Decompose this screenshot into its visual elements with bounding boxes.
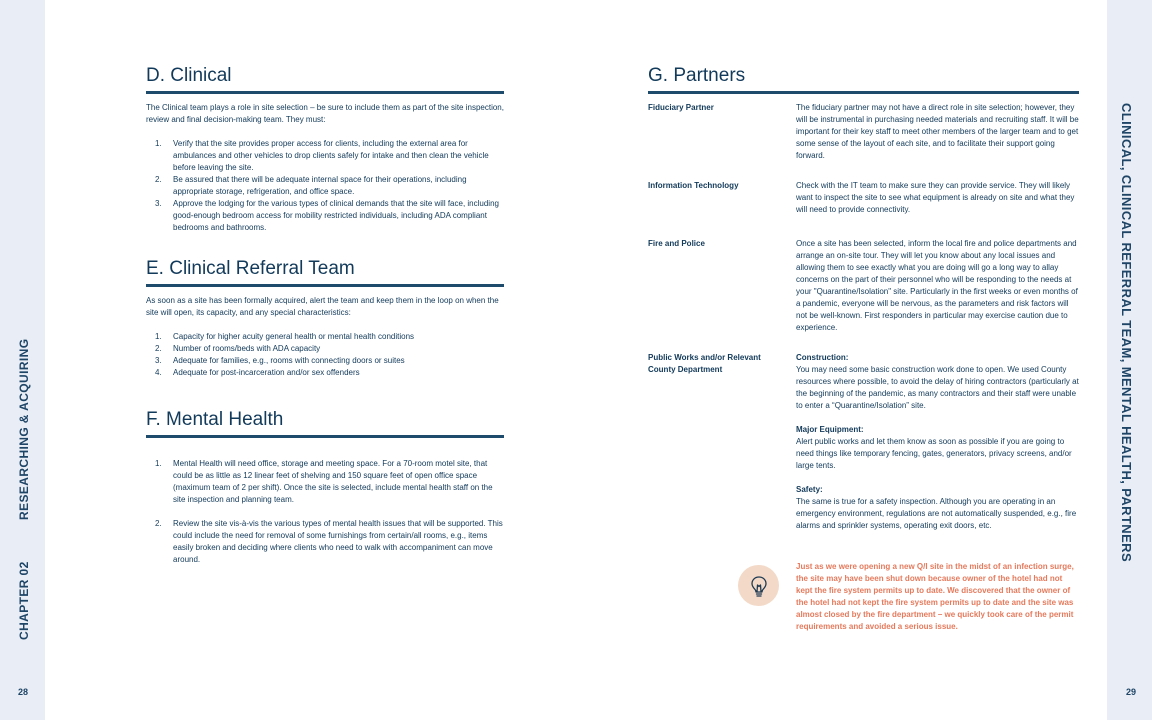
equipment-text: Alert public works and let them know as soon as possible if you are going to need things like temporary fencing, gates, generators, privacy screens, and/or large tents.: [796, 437, 1072, 470]
callout-note: [738, 561, 1079, 633]
chapter-label: CHAPTER 02: [17, 561, 31, 640]
section-heading: F. Mental Health: [146, 409, 504, 438]
partner-text: Once a site has been selected, inform the local fire and police departments and arrange an on-site tour. They will let you know about any local issues and allowing them to see exactly what you are doing will go a long way to allay concerns on the part of their personnel who will be responding to the needs at your "Quarantine/Isolation" site. Particularly in the first weeks or even months of a pandemic, everyone will be nervous, as the parameters and risk factors will not be well-known. First responders in particular may exercise caution due to experience.: [796, 239, 1078, 332]
partner-text: Check with the IT team to make sure they can provide service. They will likely want to inspect the site to see what equipment is already on site and what they will need to provide connectivity.: [796, 181, 1075, 214]
safety-block: [796, 484, 1079, 532]
section-clinical: [146, 65, 504, 234]
referral-list: [146, 331, 504, 379]
equipment-block: [796, 424, 1079, 472]
partner-label: Public Works and/or Relevant County Department: [648, 353, 761, 374]
section-intro: As soon as a site has been formally acquired, alert the team and keep them in the loop on when the site will open, its capacity, and any special characteristics:: [146, 296, 499, 317]
page-number-right: 29: [1126, 687, 1137, 697]
construction-heading: Construction:: [796, 353, 849, 362]
partner-public-works: [648, 352, 1079, 532]
section-partners: [648, 65, 1079, 532]
section-heading: G. Partners: [648, 65, 1079, 94]
list-item: 1. Mental Health will need office, storage and meeting space. For a 70-room motel site, that could be as little as 12 linear feet of shelving and 150 square feet of open office space (maximum team of 2 per shift). Once the site is selected, include mental health staff on the site inspection and planning team.: [155, 459, 493, 504]
partner-text: The fiduciary partner may not have a direct role in site selection; however, they will be instrumental in purchasing needed materials and recruiting staff. It will be important for their key staff to meet other members of the larger team and to get some sense of the layout of each site, and to facilitate their support going forward.: [796, 103, 1079, 160]
list-item: 1. Verify that the site provides proper access for clients, including the external area for ambulances and other vehicles to drop clients safely for intake and then clean the vehicle before leaving the site.: [155, 139, 489, 172]
list-item: 2. Be assured that there will be adequate internal space for their operations, including appropriate storage, refrigeration, and office space.: [155, 175, 467, 196]
partner-fire-police: [648, 238, 1079, 334]
construction-block: [796, 352, 1079, 412]
partner-text: [796, 352, 1079, 532]
equipment-heading: Major Equipment:: [796, 425, 864, 434]
section-label: RESEARCHING & ACQUIRING: [17, 338, 31, 520]
construction-text: You may need some basic construction work done to open. We used County resources where possible, to avoid the delay of hiring contractors (particularly at the beginning of the pandemic, as many contractors and their staff were unable to enter a “Quarantine/Isolation” site.: [796, 365, 1079, 410]
partner-label: Information Technology: [648, 181, 739, 190]
safety-heading: Safety:: [796, 485, 823, 494]
list-item: 1. Capacity for higher acuity general health or mental health conditions: [155, 332, 415, 341]
section-heading: D. Clinical: [146, 65, 504, 94]
partner-it: [648, 180, 1079, 216]
list-item: 3. Adequate for families, e.g., rooms with connecting doors or suites: [155, 356, 405, 365]
section-clinical-referral: [146, 258, 504, 379]
list-item: 3. Approve the lodging for the various types of clinical demands that the site will face, including good-enough bedroom access for mobility restricted individuals, including ADA compliant bedrooms and bathrooms.: [155, 199, 499, 232]
right-page-content: [648, 65, 1079, 550]
list-item: 2. Number of rooms/beds with ADA capacity: [155, 344, 321, 353]
partner-label: Fire and Police: [648, 239, 705, 248]
section-mental-health: [146, 409, 504, 566]
partner-label: Fiduciary Partner: [648, 103, 714, 112]
page-number-left: 28: [18, 687, 29, 697]
partner-fiduciary: [648, 102, 1079, 162]
callout-text: Just as we were opening a new Q/I site in the midst of an infection surge, the site may have been shut down because owner of the hotel had not kept the fire system permits up to date. We discovered that the owner of the hotel had not kept the fire system permits up to date and the site was almost closed by the fire department – we quickly took care of the permit requirements and avoided a serious issue.: [796, 562, 1074, 631]
list-item: 4. Adequate for post-incarceration and/or sex offenders: [155, 368, 360, 377]
list-item: 2. Review the site vis-à-vis the various types of mental health issues that will be supported. This could include the need for removal of some furnishings from certain/all rooms, e.g., items easily broken and deciding where clients who need to walk with accompaniment can move around.: [155, 519, 503, 564]
running-title: CLINICAL, CLINICAL REFERRAL TEAM, MENTAL HEALTH, PARTNERS: [1119, 103, 1134, 563]
left-page-content: [146, 65, 504, 566]
section-intro: The Clinical team plays a role in site selection – be sure to include them as part of the site inspection, review and final decision-making team. They must:: [146, 103, 504, 124]
safety-text: The same is true for a safety inspection. Although you are operating in an emergency environment, regulations are not automatically suspended, e.g., fire alarms and sprinkler systems, operating exit doors, etc.: [796, 497, 1077, 530]
section-heading: E. Clinical Referral Team: [146, 258, 504, 287]
lightbulb-icon: [738, 565, 779, 606]
clinical-list: [146, 138, 504, 234]
mental-health-list: [146, 458, 504, 566]
